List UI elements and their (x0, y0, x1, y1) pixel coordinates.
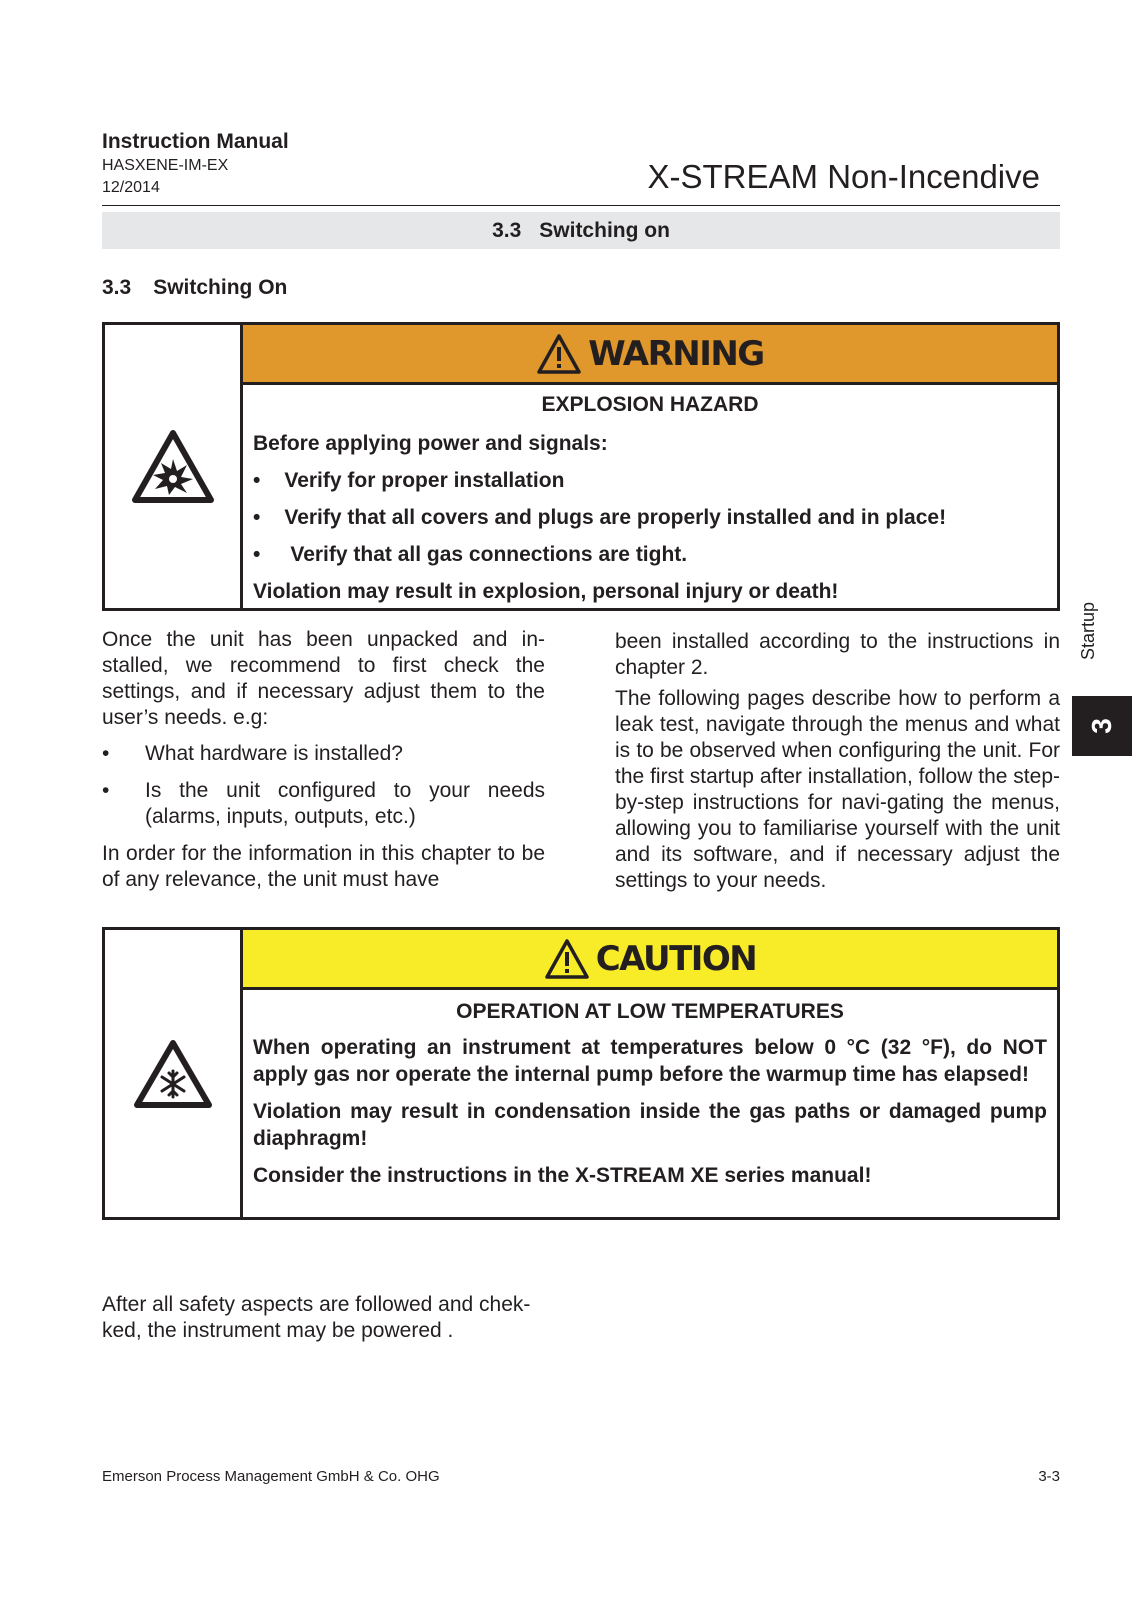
caution-notice (102, 927, 1060, 1220)
bullet-dot: • (102, 779, 110, 802)
warning-notice (102, 322, 1060, 611)
relevance-paragraph: In order for the information in this chapter to be of any relevance, the unit must have (102, 842, 545, 891)
low-temperature-snowflake-icon (133, 1039, 213, 1109)
product-name: X-STREAM Non-Incendive (647, 158, 1040, 195)
bullet-dot: • (102, 742, 110, 765)
section-bar-number: 3.3 (492, 218, 522, 242)
bullet-dot: • (253, 543, 261, 566)
warning-icon-cell (105, 325, 243, 608)
section-heading-number: 3.3 (102, 276, 132, 299)
warning-consequence: Violation may result in explosion, personal injury or death! (253, 580, 839, 603)
warning-signal-word: WARNING (588, 333, 764, 374)
caution-body (243, 990, 1057, 1217)
section-heading-title: Switching On (153, 276, 288, 299)
check-list (102, 741, 545, 830)
explosion-hazard-icon (131, 429, 215, 505)
header-divider (102, 205, 1060, 206)
section-bar (102, 212, 1060, 249)
warning-subtitle: EXPLOSION HAZARD (541, 393, 759, 416)
alert-triangle-icon (544, 938, 590, 980)
list-item: • What hardware is installed? (102, 742, 403, 765)
alert-triangle-icon (536, 333, 582, 375)
chapter-side-label: Startup (1078, 601, 1098, 660)
warning-bullet: • Verify for proper installation (253, 469, 565, 492)
warning-bullet: • Verify that all covers and plugs are properly installed and in place! (253, 506, 947, 529)
document-date: 12/2014 (102, 179, 160, 196)
caution-reference: Consider the instructions in the X-STREAM XE series manual! (253, 1164, 872, 1187)
closing-paragraph: After all safety aspects are followed and chek-ked, the instrument may be powered . (102, 1293, 531, 1342)
bullet-dot: • (253, 469, 261, 492)
bullet-dot: • (253, 506, 261, 529)
chapter-tab-number: 3 (1085, 718, 1117, 734)
caution-signal-word: CAUTION (595, 938, 757, 979)
caution-subtitle: OPERATION AT LOW TEMPERATURES (456, 1000, 844, 1023)
warning-body (243, 385, 1057, 608)
warning-intro: Before applying power and signals: (253, 432, 608, 455)
warning-header (243, 325, 1057, 385)
list-item: • Is the unit configured to your needs (alarms, inputs, outputs, etc.) (102, 779, 545, 828)
chapter-tab (1072, 696, 1132, 756)
overview-paragraph: The following pages describe how to perform a leak test, navigate through the menus and what is to be observed when configuring the unit. For the first startup after installation, follow the step-by-step instructions for navi-gating the menus, allowing you to familiarise yourself with the unit and its software, and if necessary adjust the settings to your needs. (615, 687, 1060, 892)
intro-paragraph: Once the unit has been unpacked and in-stalled, we recommend to first check the settings, and if necessary adjust them to the user’s needs. e.g: (102, 628, 545, 729)
left-column (102, 627, 545, 893)
caution-header (243, 930, 1057, 990)
footer-company: Emerson Process Management GmbH & Co. OHG (102, 1468, 440, 1485)
section-heading (102, 276, 287, 300)
caution-icon-cell (105, 930, 243, 1217)
caution-instruction: When operating an instrument at temperatures below 0 °C (32 °F), do NOT apply gas nor operate the internal pump before the warmup time has elapsed! (253, 1036, 1047, 1086)
document-number: HASXENE-IM-EX (102, 157, 229, 174)
manual-title: Instruction Manual (102, 130, 289, 153)
warning-bullet: • Verify that all gas connections are tight. (253, 543, 688, 566)
right-column (615, 629, 1060, 894)
section-bar-title: Switching on (539, 218, 670, 242)
installation-paragraph: been installed according to the instructions in chapter 2. (615, 630, 1060, 679)
caution-consequence: Violation may result in condensation inside the gas paths or damaged pump diaphragm! (253, 1100, 1047, 1150)
page-number: 3-3 (1038, 1468, 1060, 1485)
